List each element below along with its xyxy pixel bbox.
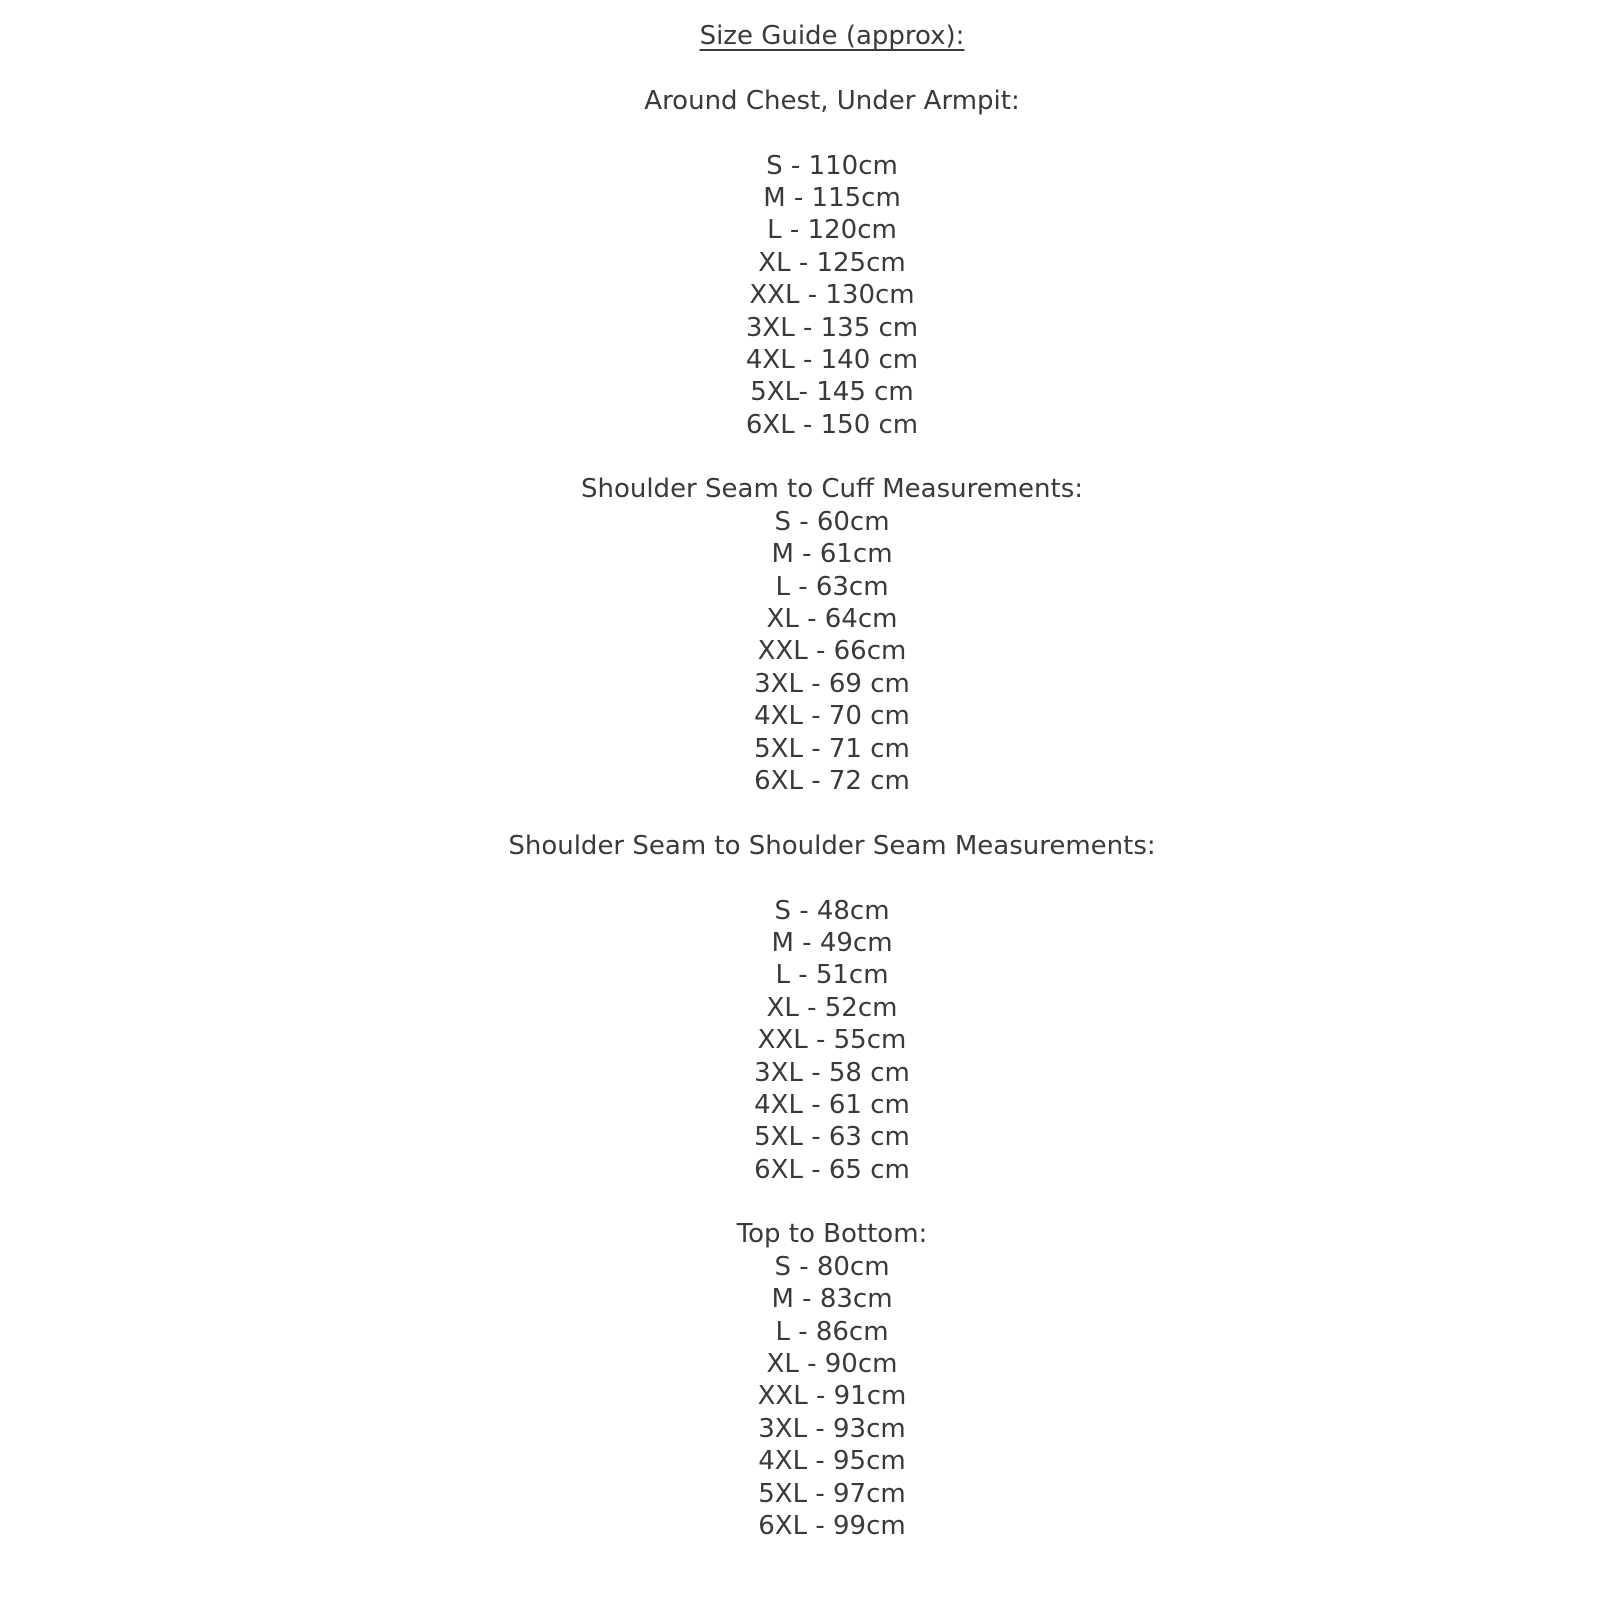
size-row: M - 115cm <box>763 182 901 213</box>
size-row: M - 83cm <box>771 1284 893 1315</box>
section-heading: Around Chest, Under Armpit: <box>644 85 1020 116</box>
size-row: S - 48cm <box>774 895 890 926</box>
section-heading: Shoulder Seam to Cuff Measurements: <box>580 474 1084 505</box>
size-row: L - 51cm <box>775 960 889 991</box>
size-row: 5XL- 145 cm <box>750 377 914 408</box>
size-row: 5XL - 97cm <box>758 1478 906 1509</box>
size-row: 4XL - 140 cm <box>745 344 919 375</box>
size-row: L - 120cm <box>767 215 897 246</box>
size-row: 3XL - 58 cm <box>754 1057 910 1088</box>
section-heading: Shoulder Seam to Shoulder Seam Measurements: <box>508 830 1156 861</box>
size-row: XXL - 55cm <box>757 1025 907 1056</box>
page-title: Size Guide (approx): <box>699 21 965 51</box>
spacer-line <box>64 441 1600 473</box>
size-guide-sections <box>64 52 1600 1542</box>
size-row: S - 60cm <box>774 506 890 537</box>
size-row: XXL - 130cm <box>749 280 915 311</box>
size-row: XL - 64cm <box>766 604 898 635</box>
size-row: XL - 125cm <box>758 247 906 278</box>
page-title-line <box>64 20 1600 52</box>
spacer-line <box>64 117 1600 149</box>
size-row: XL - 52cm <box>766 992 898 1023</box>
size-row: L - 63cm <box>775 571 889 602</box>
size-row: S - 110cm <box>766 150 898 181</box>
size-row: XXL - 91cm <box>757 1381 907 1412</box>
size-row: 3XL - 93cm <box>758 1413 906 1444</box>
size-row: L - 86cm <box>775 1316 889 1347</box>
spacer-line <box>64 52 1600 84</box>
size-row: 6XL - 150 cm <box>745 409 919 440</box>
size-row: 3XL - 69 cm <box>754 668 910 699</box>
spacer-line <box>64 862 1600 894</box>
size-row: 4XL - 70 cm <box>754 701 910 732</box>
size-row: S - 80cm <box>774 1251 890 1282</box>
spacer-line <box>64 797 1600 829</box>
spacer-line <box>64 1186 1600 1218</box>
size-row: M - 49cm <box>771 927 893 958</box>
section-heading: Top to Bottom: <box>736 1219 928 1250</box>
size-row: 6XL - 72 cm <box>754 765 910 796</box>
size-row: XL - 90cm <box>766 1349 898 1380</box>
size-row: 6XL - 65 cm <box>754 1154 910 1185</box>
size-row: 3XL - 135 cm <box>745 312 919 343</box>
size-row: 6XL - 99cm <box>758 1510 906 1541</box>
size-row: 5XL - 63 cm <box>754 1122 910 1153</box>
size-row: M - 61cm <box>771 539 893 570</box>
size-row: 4XL - 95cm <box>758 1446 906 1477</box>
size-row: 4XL - 61 cm <box>754 1089 910 1120</box>
size-row: XXL - 66cm <box>757 636 907 667</box>
size-row: 5XL - 71 cm <box>754 733 910 764</box>
